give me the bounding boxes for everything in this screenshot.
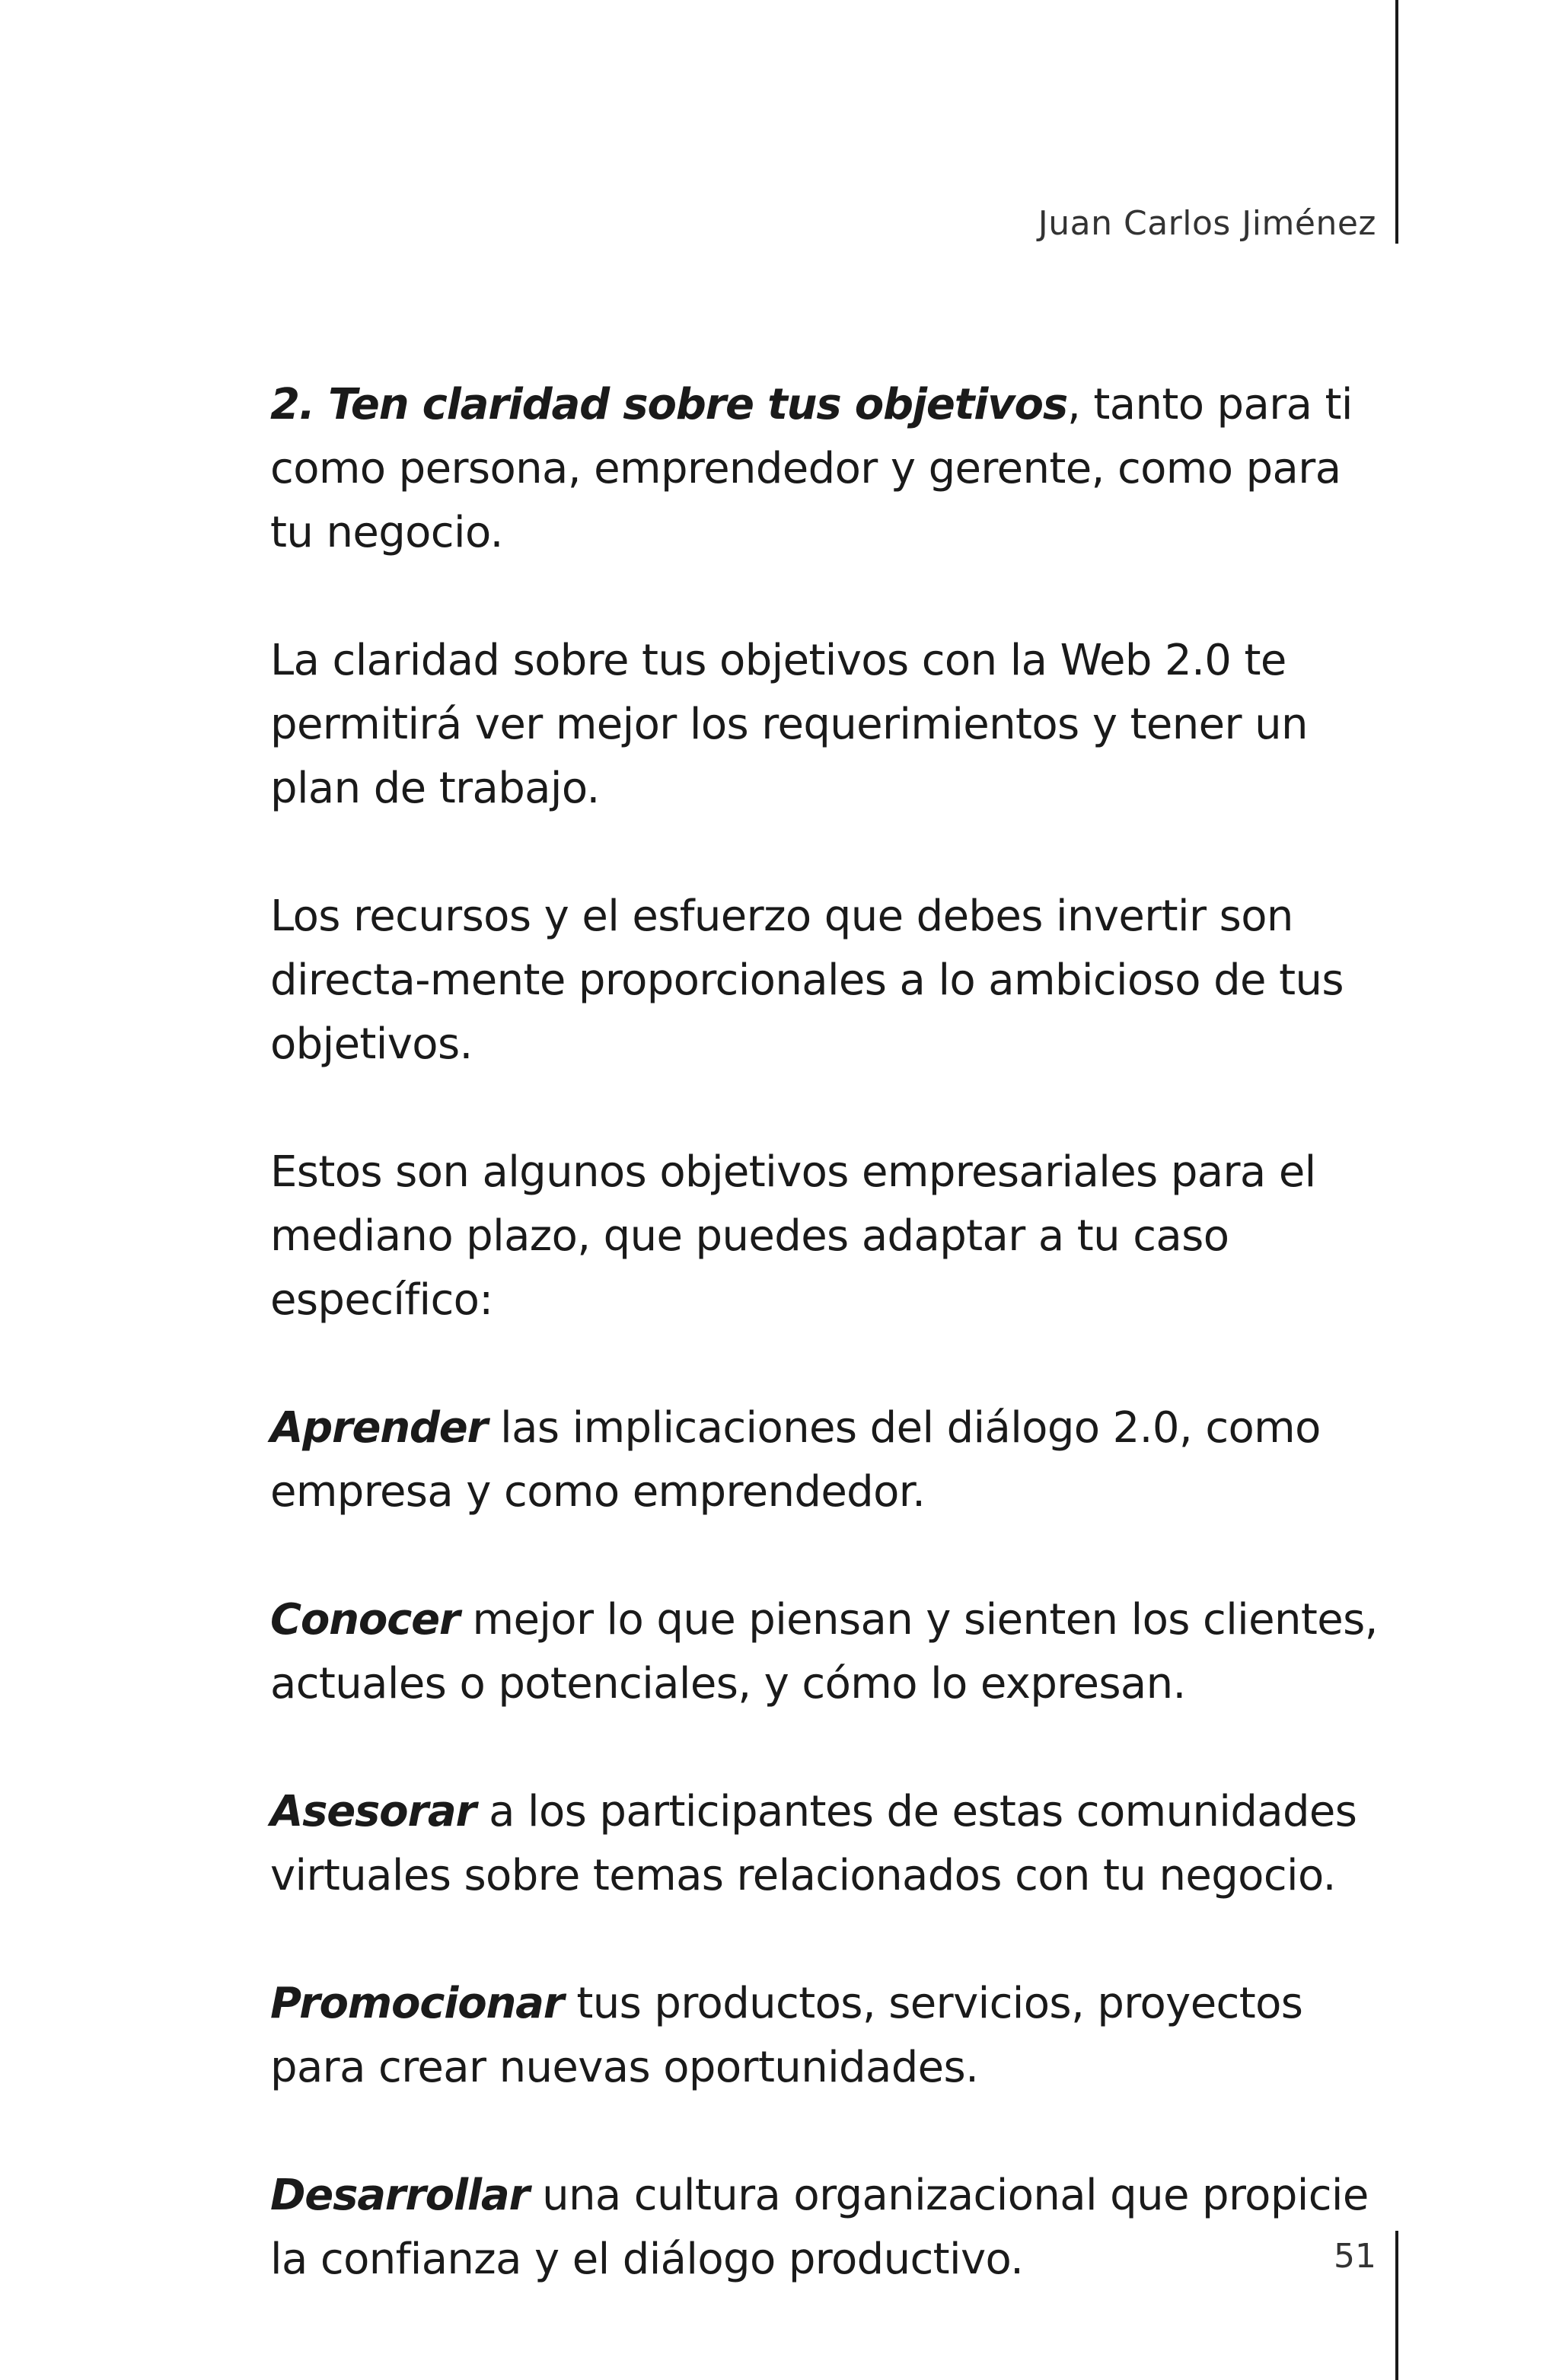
objective-text: una cultura organizacional que propicie la confianza y el diálogo productivo.	[270, 2171, 1369, 2284]
footer-vertical-rule	[1395, 2231, 1398, 2380]
objective-text: las implicaciones del diálogo 2.0, como empresa y como emprendedor.	[270, 1403, 1321, 1517]
paragraph-objectives-heading	[270, 373, 1382, 565]
objective-lead: Promocionar	[270, 1979, 564, 2028]
header-vertical-rule	[1395, 0, 1398, 244]
paragraph-intro-objectives: Estos son algunos objetivos empresariales para el mediano plazo, que puedes adaptar a tu caso específico:	[270, 1147, 1316, 1325]
objective-text: tus productos, servicios, proyectos para crear nuevas oportunidades.	[270, 1979, 1303, 2092]
paragraph-resources: Los recursos y el esfuerzo que debes invertir son directa-mente proporcionales a lo ambicioso de tus objetivos.	[270, 892, 1344, 1069]
objective-lead: Aprender	[270, 1403, 487, 1453]
objective-lead: Asesorar	[270, 1787, 476, 1836]
objective-lead: Conocer	[270, 1595, 460, 1645]
paragraph-clarity: La claridad sobre tus objetivos con la Web 2.0 te permitirá ver mejor los requerimientos y tener un plan de trabajo.	[270, 636, 1308, 813]
objective-item-aprender	[270, 1396, 1382, 1524]
page-number: 51	[1334, 2237, 1376, 2276]
paragraph-lead: 2. Ten claridad sobre tus objetivos	[270, 380, 1067, 429]
page-body	[270, 373, 1382, 2356]
objective-item-conocer	[270, 1588, 1382, 1716]
objective-item-desarrollar	[270, 2164, 1382, 2292]
objective-item-asesorar	[270, 1780, 1382, 1908]
running-head: Juan Carlos Jiménez	[1038, 204, 1376, 243]
objective-text: mejor lo que piensan y sienten los clientes, actuales o potenciales, y cómo lo expresan.	[270, 1595, 1378, 1708]
objective-item-promocionar	[270, 1972, 1382, 2100]
objective-text: a los participantes de estas comunidades virtuales sobre temas relacionados con tu negocio.	[270, 1787, 1357, 1900]
objective-lead: Desarrollar	[270, 2171, 529, 2220]
paragraph-text: , tanto para ti como persona, emprendedor y gerente, como para tu negocio.	[270, 380, 1353, 557]
